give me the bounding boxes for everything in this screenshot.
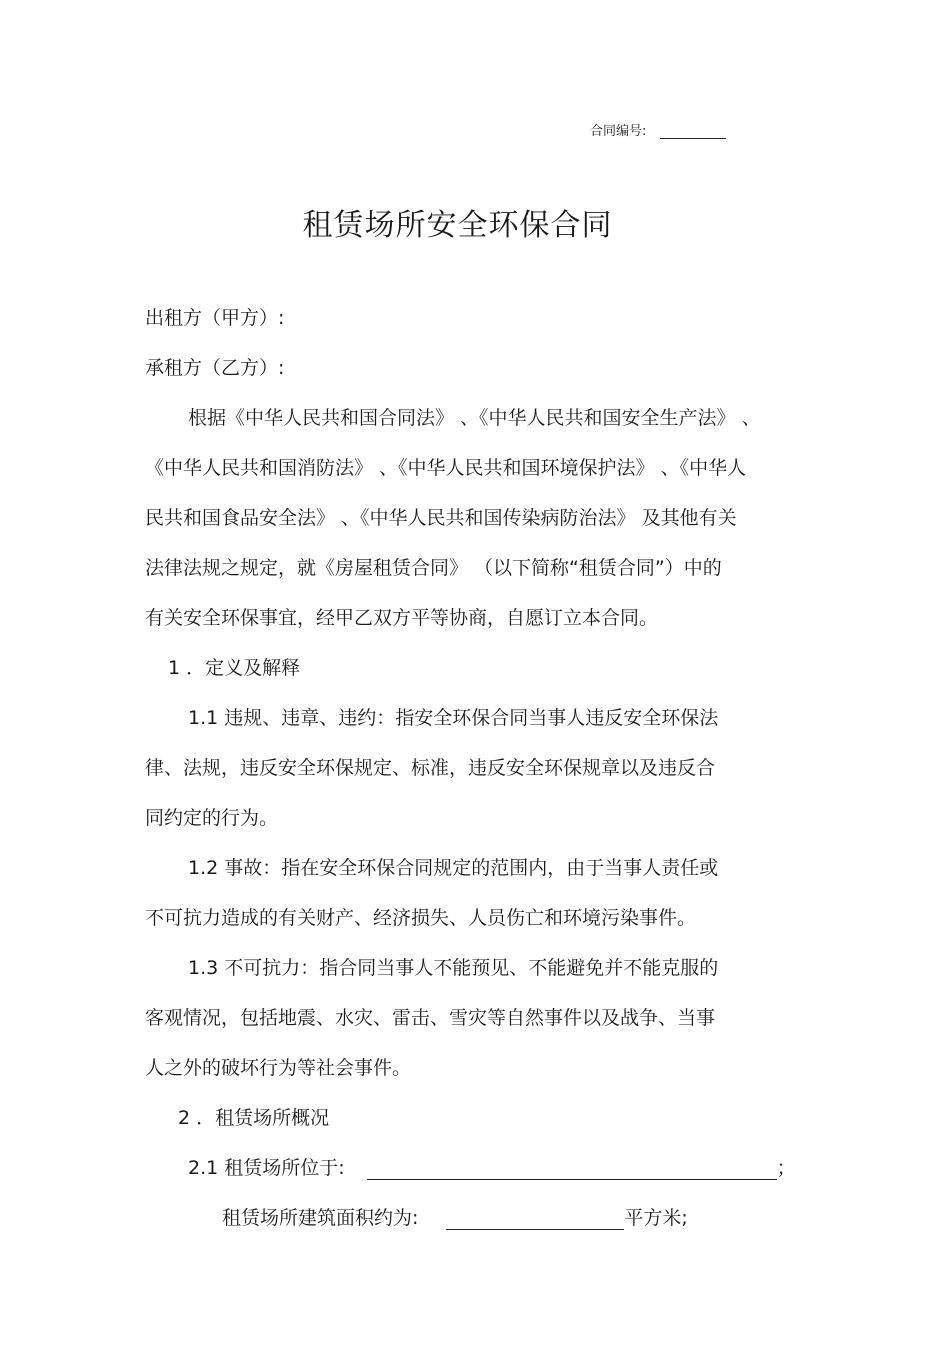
area-field: [222, 1206, 688, 1230]
preamble-line: 有关安全环保事宜，经甲乙双方平等协商，自愿订立本合同。: [145, 607, 659, 629]
contract-number-label: 合同编号:: [590, 124, 647, 139]
area-blank: [446, 1209, 624, 1230]
clause-1-1-line: 1.1 违规、违章、违约：指安全环保合同当事人违反安全环保法: [188, 707, 719, 729]
clause-1-2-line: 不可抗力造成的有关财产、经济损失、人员伤亡和环境污染事件。: [145, 907, 697, 929]
clause-1-1-line: 同约定的行为。: [145, 807, 279, 829]
contract-number-blank: [660, 124, 726, 139]
preamble-line: 民共和国食品安全法》 、《中华人民共和国传染病防治法》 及其他有关: [145, 507, 737, 529]
section-1-heading: 1 ．定义及解释: [168, 657, 301, 679]
preamble-line: 《中华人民共和国消防法》 、《中华人民共和国环境保护法》 、《中华人: [145, 457, 747, 479]
document-title: 租赁场所安全环保合同: [302, 208, 613, 243]
area-label: 租赁场所建筑面积约为:: [222, 1207, 419, 1229]
preamble-line: 根据《中华人民共和国合同法》 、《中华人民共和国安全生产法》 、: [188, 407, 761, 429]
clause-1-3-line: 1.3 不可抗力：指合同当事人不能预见、不能避免并不能克服的: [188, 957, 719, 979]
contract-number: [590, 120, 726, 139]
area-unit: 平方米;: [624, 1207, 688, 1229]
location-label: 2.1 租赁场所位于:: [188, 1157, 345, 1179]
clause-1-3-line: 人之外的破坏行为等社会事件。: [145, 1057, 412, 1079]
clause-1-2-line: 1.2 事故：指在安全环保合同规定的范围内，由于当事人责任或: [188, 857, 719, 879]
location-blank: [367, 1159, 777, 1180]
preamble-line: 法律法规之规定，就《房屋租赁合同》 （以下简称“租赁合同”）中的: [145, 557, 722, 579]
lessor-line: 出租方（甲方）:: [145, 307, 285, 329]
clause-1-1-line: 律、法规，违反安全环保规定、标准，违反安全环保规章以及违反合: [145, 757, 716, 779]
location-end: ；: [776, 1157, 796, 1179]
lessee-line: 承租方（乙方）:: [145, 357, 285, 379]
section-2-heading: 2 ．租赁场所概况: [178, 1107, 330, 1129]
location-field: [188, 1156, 796, 1180]
clause-1-3-line: 客观情况，包括地震、水灾、雷击、雪灾等自然事件以及战争、当事: [145, 1007, 716, 1029]
